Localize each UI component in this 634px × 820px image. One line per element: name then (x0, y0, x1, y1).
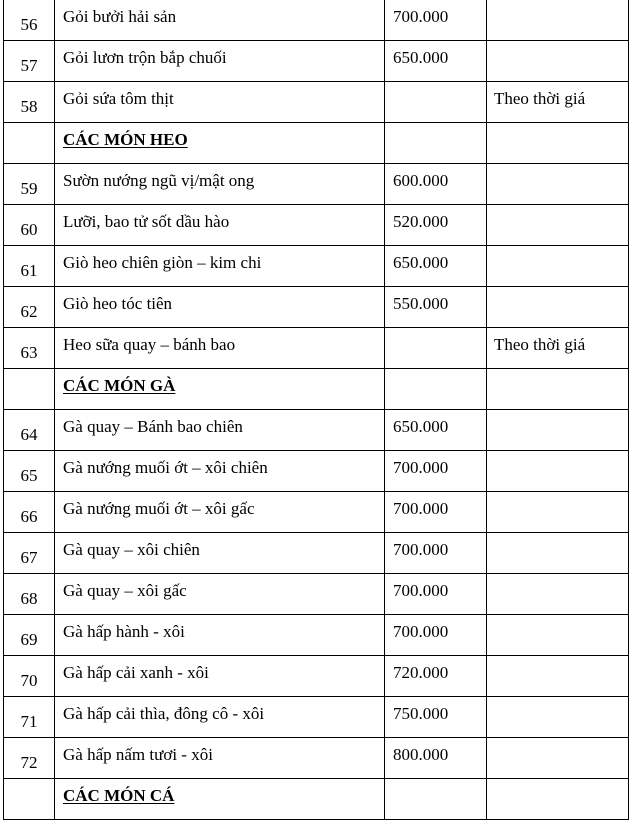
row-number-cell (4, 451, 55, 492)
dish-name: Gà quay – Bánh bao chiên (63, 416, 243, 436)
dish-price: 700.000 (393, 6, 449, 26)
dish-name: Gà hấp cải xanh - xôi (63, 662, 209, 682)
dish-name-cell (55, 533, 385, 574)
menu-item-row (4, 164, 629, 205)
price-cell (385, 492, 487, 533)
item-number: 65 (20, 465, 38, 485)
item-number: 62 (20, 301, 38, 321)
price-cell (385, 656, 487, 697)
menu-item-row (4, 533, 629, 574)
dish-name-cell (55, 246, 385, 287)
note-cell (487, 205, 629, 246)
dish-name: Gà quay – xôi gấc (63, 580, 187, 600)
note-cell (487, 615, 629, 656)
item-number: 56 (20, 14, 38, 34)
menu-item-row (4, 328, 629, 369)
row-number-cell (4, 410, 55, 451)
dish-price: 700.000 (393, 457, 449, 477)
dish-price: 650.000 (393, 47, 449, 67)
price-cell (385, 205, 487, 246)
menu-table (3, 0, 629, 820)
dish-price: 600.000 (393, 170, 449, 190)
dish-name-cell (55, 697, 385, 738)
dish-name: Gỏi bưởi hải sản (63, 6, 177, 26)
dish-name-cell (55, 328, 385, 369)
item-number: 66 (20, 506, 38, 526)
item-number: 61 (20, 260, 38, 280)
menu-item-row (4, 451, 629, 492)
section-title: CÁC MÓN HEO (63, 129, 188, 149)
note-cell (487, 451, 629, 492)
price-note: Theo thời giá (494, 334, 586, 354)
menu-item-row (4, 615, 629, 656)
note-cell (487, 0, 629, 41)
row-number-cell (4, 492, 55, 533)
dish-price: 800.000 (393, 744, 449, 764)
row-number-cell (4, 697, 55, 738)
menu-item-row (4, 410, 629, 451)
dish-name: Gà hấp nấm tươi - xôi (63, 744, 213, 764)
dish-name-cell (55, 656, 385, 697)
menu-item-row (4, 41, 629, 82)
price-cell (385, 328, 487, 369)
dish-name-cell (55, 574, 385, 615)
item-number: 64 (20, 424, 38, 444)
row-number-cell (4, 164, 55, 205)
dish-name-cell (55, 82, 385, 123)
note-cell (487, 328, 629, 369)
dish-name-cell (55, 738, 385, 779)
row-number-cell (4, 205, 55, 246)
price-cell (385, 246, 487, 287)
row-number-cell (4, 0, 55, 41)
dish-name: Gà hấp hành - xôi (63, 621, 185, 641)
note-cell (487, 656, 629, 697)
dish-name: Giò heo tóc tiên (63, 293, 173, 313)
dish-price: 550.000 (393, 293, 449, 313)
price-cell (385, 533, 487, 574)
dish-name: Gỏi sứa tôm thịt (63, 88, 174, 108)
row-number-cell (4, 41, 55, 82)
price-cell (385, 738, 487, 779)
price-cell (385, 287, 487, 328)
dish-price: 700.000 (393, 621, 449, 641)
menu-table-body (4, 0, 629, 820)
price-cell (385, 615, 487, 656)
menu-item-row (4, 492, 629, 533)
price-cell (385, 41, 487, 82)
section-title-cell (55, 779, 385, 820)
row-number-cell (4, 246, 55, 287)
menu-item-row (4, 205, 629, 246)
menu-item-row (4, 574, 629, 615)
section-header-row (4, 779, 629, 820)
item-number: 67 (20, 547, 38, 567)
item-number: 69 (20, 629, 38, 649)
section-title: CÁC MÓN GÀ (63, 375, 176, 395)
note-cell (487, 369, 629, 410)
price-cell (385, 82, 487, 123)
section-header-row (4, 369, 629, 410)
row-number-cell (4, 533, 55, 574)
price-cell (385, 410, 487, 451)
item-number: 72 (20, 752, 38, 772)
section-header-row (4, 123, 629, 164)
dish-name-cell (55, 410, 385, 451)
menu-item-row (4, 246, 629, 287)
dish-price: 650.000 (393, 416, 449, 436)
row-number-cell (4, 123, 55, 164)
dish-name-cell (55, 205, 385, 246)
menu-item-row (4, 656, 629, 697)
item-number: 59 (20, 178, 38, 198)
menu-item-row (4, 697, 629, 738)
dish-price: 520.000 (393, 211, 449, 231)
note-cell (487, 410, 629, 451)
row-number-cell (4, 287, 55, 328)
price-cell (385, 574, 487, 615)
row-number-cell (4, 328, 55, 369)
price-cell (385, 123, 487, 164)
dish-name: Sườn nướng ngũ vị/mật ong (63, 170, 255, 190)
dish-name: Lưỡi, bao tử sốt dầu hào (63, 211, 230, 231)
item-number: 71 (20, 711, 38, 731)
menu-item-row (4, 738, 629, 779)
note-cell (487, 779, 629, 820)
dish-name-cell (55, 0, 385, 41)
price-cell (385, 369, 487, 410)
section-title-cell (55, 123, 385, 164)
item-number: 58 (20, 96, 38, 116)
dish-name: Gà nướng muối ớt – xôi chiên (63, 457, 268, 477)
item-number: 60 (20, 219, 38, 239)
note-cell (487, 164, 629, 205)
dish-price: 750.000 (393, 703, 449, 723)
note-cell (487, 533, 629, 574)
dish-name: Gà hấp cải thìa, đông cô - xôi (63, 703, 265, 723)
menu-item-row (4, 82, 629, 123)
section-title-cell (55, 369, 385, 410)
dish-name-cell (55, 164, 385, 205)
dish-name-cell (55, 615, 385, 656)
dish-name: Gà quay – xôi chiên (63, 539, 200, 559)
dish-price: 700.000 (393, 580, 449, 600)
dish-name-cell (55, 492, 385, 533)
row-number-cell (4, 369, 55, 410)
note-cell (487, 574, 629, 615)
row-number-cell (4, 656, 55, 697)
note-cell (487, 82, 629, 123)
note-cell (487, 41, 629, 82)
dish-price: 720.000 (393, 662, 449, 682)
price-cell (385, 697, 487, 738)
note-cell (487, 287, 629, 328)
note-cell (487, 492, 629, 533)
dish-name: Heo sữa quay – bánh bao (63, 334, 236, 354)
price-note: Theo thời giá (494, 88, 586, 108)
price-cell (385, 164, 487, 205)
note-cell (487, 738, 629, 779)
dish-name-cell (55, 41, 385, 82)
dish-price: 650.000 (393, 252, 449, 272)
note-cell (487, 246, 629, 287)
price-cell (385, 779, 487, 820)
dish-name: Giò heo chiên giòn – kim chi (63, 252, 262, 272)
dish-price: 700.000 (393, 498, 449, 518)
note-cell (487, 123, 629, 164)
dish-name-cell (55, 287, 385, 328)
dish-name: Gỏi lươn trộn bắp chuối (63, 47, 227, 67)
section-title: CÁC MÓN CÁ (63, 785, 175, 805)
note-cell (487, 697, 629, 738)
item-number: 68 (20, 588, 38, 608)
item-number: 70 (20, 670, 38, 690)
row-number-cell (4, 574, 55, 615)
menu-item-row (4, 0, 629, 41)
row-number-cell (4, 738, 55, 779)
row-number-cell (4, 615, 55, 656)
dish-name-cell (55, 451, 385, 492)
item-number: 63 (20, 342, 38, 362)
dish-price: 700.000 (393, 539, 449, 559)
item-number: 57 (20, 55, 38, 75)
menu-item-row (4, 287, 629, 328)
price-cell (385, 0, 487, 41)
row-number-cell (4, 779, 55, 820)
row-number-cell (4, 82, 55, 123)
price-cell (385, 451, 487, 492)
dish-name: Gà nướng muối ớt – xôi gấc (63, 498, 255, 518)
